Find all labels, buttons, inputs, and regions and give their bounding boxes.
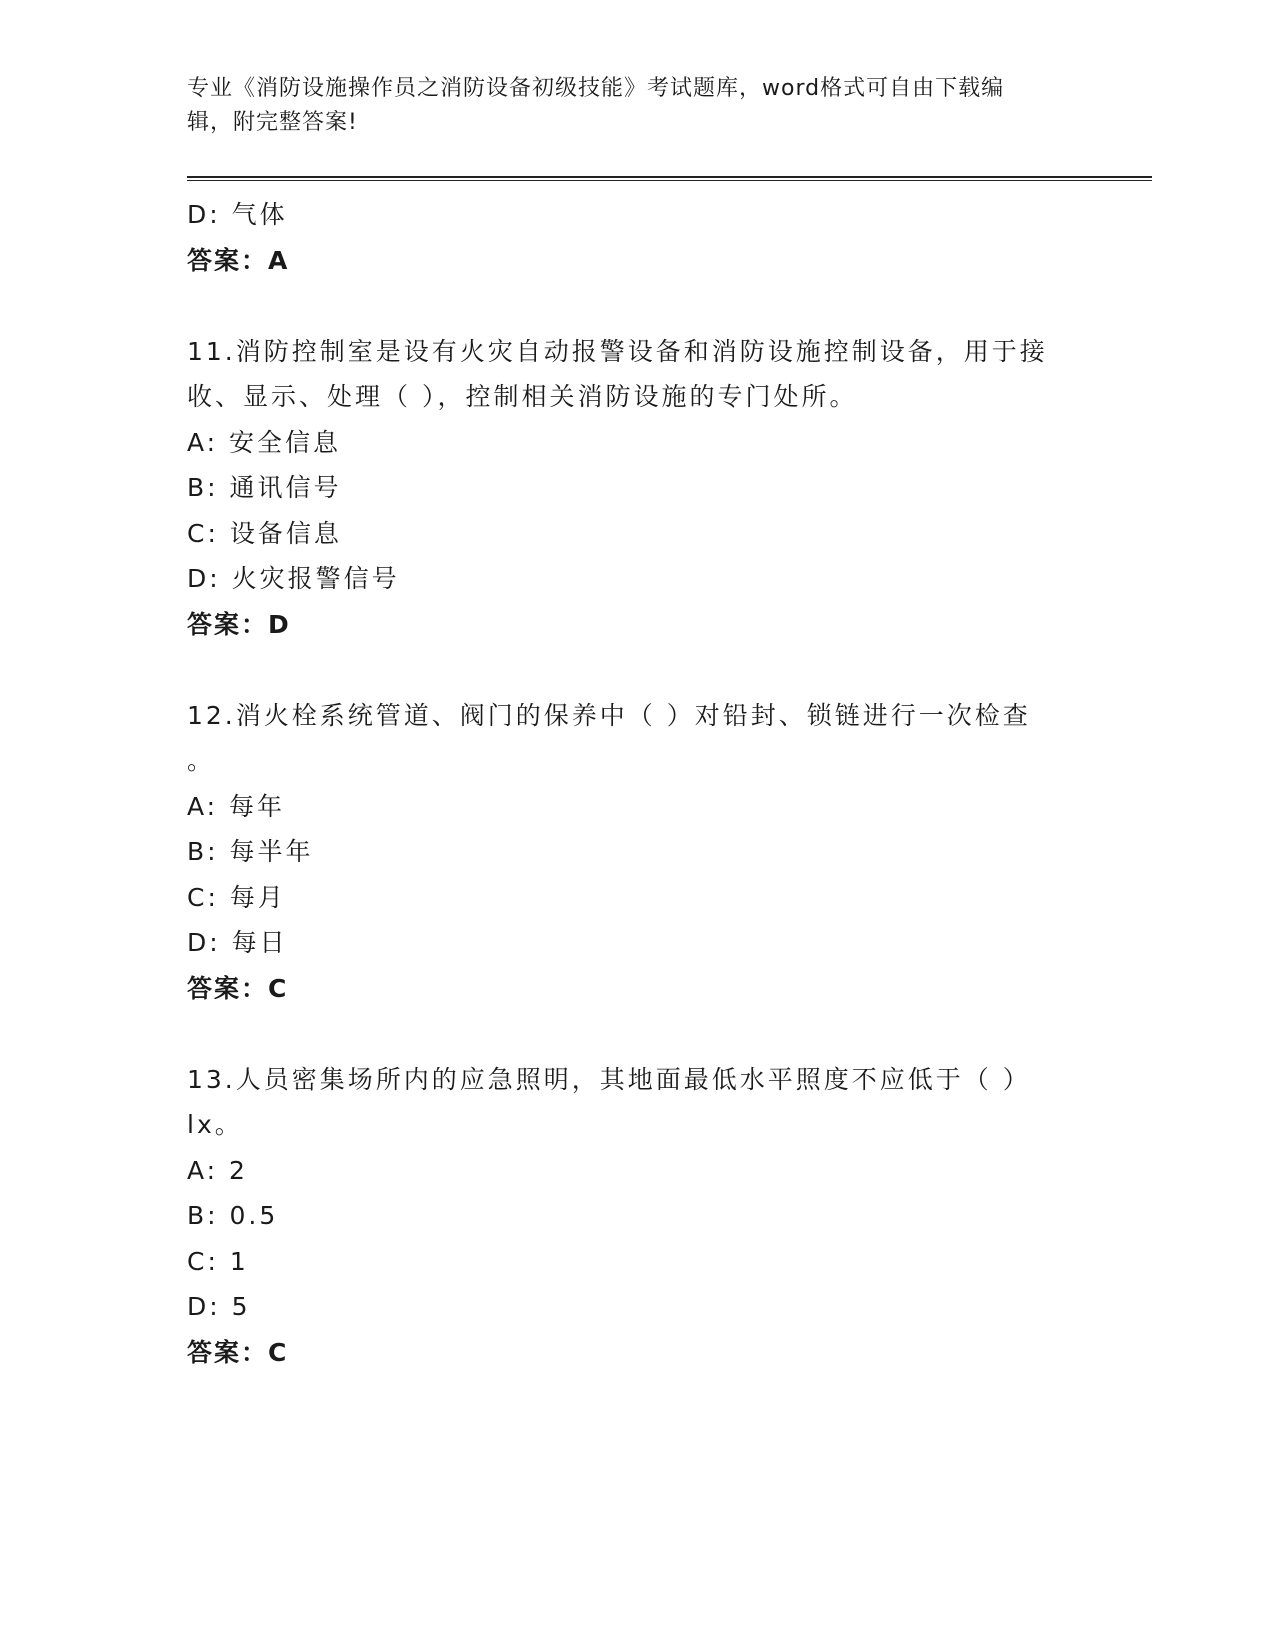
previous-question-tail bbox=[187, 192, 1087, 283]
question-list bbox=[187, 192, 1087, 1375]
question-text-line-1: 11.消防控制室是设有火灾自动报警设备和消防设施控制设备，用于接 bbox=[187, 336, 1048, 366]
option-a: A: 安全信息 bbox=[187, 427, 342, 457]
header-line-1: 专业《消防设施操作员之消防设备初级技能》考试题库，word格式可自由下载编 bbox=[187, 76, 1005, 101]
question-text-line-1: 13.人员密集场所内的应急照明，其地面最低水平照度不应低于（ ） bbox=[187, 1064, 1031, 1094]
question-text-line-2: lx。 bbox=[187, 1110, 243, 1139]
question-text-line-2: 收、显示、处理（ ），控制相关消防设施的专门处所。 bbox=[187, 382, 858, 411]
option-b: B: 0.5 bbox=[187, 1201, 279, 1230]
question-11 bbox=[187, 329, 1087, 648]
document-header bbox=[187, 72, 1067, 140]
answer: 答案：A bbox=[187, 245, 290, 275]
answer: 答案：D bbox=[187, 609, 291, 639]
option-d: D: 5 bbox=[187, 1292, 251, 1321]
option-d: D: 每日 bbox=[187, 928, 288, 957]
question-text bbox=[187, 693, 1067, 784]
option-c: C: 1 bbox=[187, 1246, 249, 1276]
question-text bbox=[187, 329, 1067, 420]
spacer bbox=[187, 1011, 1087, 1057]
spacer bbox=[187, 647, 1087, 693]
question-12 bbox=[187, 693, 1087, 1012]
option-c: C: 设备信息 bbox=[187, 518, 342, 548]
question-13 bbox=[187, 1057, 1087, 1376]
question-text-line-1: 12.消火栓系统管道、阀门的保养中（ ）对铅封、锁链进行一次检查 bbox=[187, 700, 1031, 730]
option-b: B: 每半年 bbox=[187, 837, 314, 866]
header-divider bbox=[187, 176, 1152, 181]
question-text bbox=[187, 1057, 1067, 1148]
answer: 答案：C bbox=[187, 973, 289, 1003]
option-a: A: 2 bbox=[187, 1155, 248, 1185]
option-b: B: 通讯信号 bbox=[187, 473, 342, 502]
header-line-2: 辑，附完整答案! bbox=[187, 110, 358, 135]
question-text-line-2: 。 bbox=[187, 746, 216, 775]
option-a: A: 每年 bbox=[187, 791, 286, 821]
spacer bbox=[187, 283, 1087, 329]
option-d: D: 气体 bbox=[187, 200, 288, 229]
option-d: D: 火灾报警信号 bbox=[187, 564, 400, 593]
option-c: C: 每月 bbox=[187, 882, 286, 912]
answer: 答案：C bbox=[187, 1337, 289, 1367]
